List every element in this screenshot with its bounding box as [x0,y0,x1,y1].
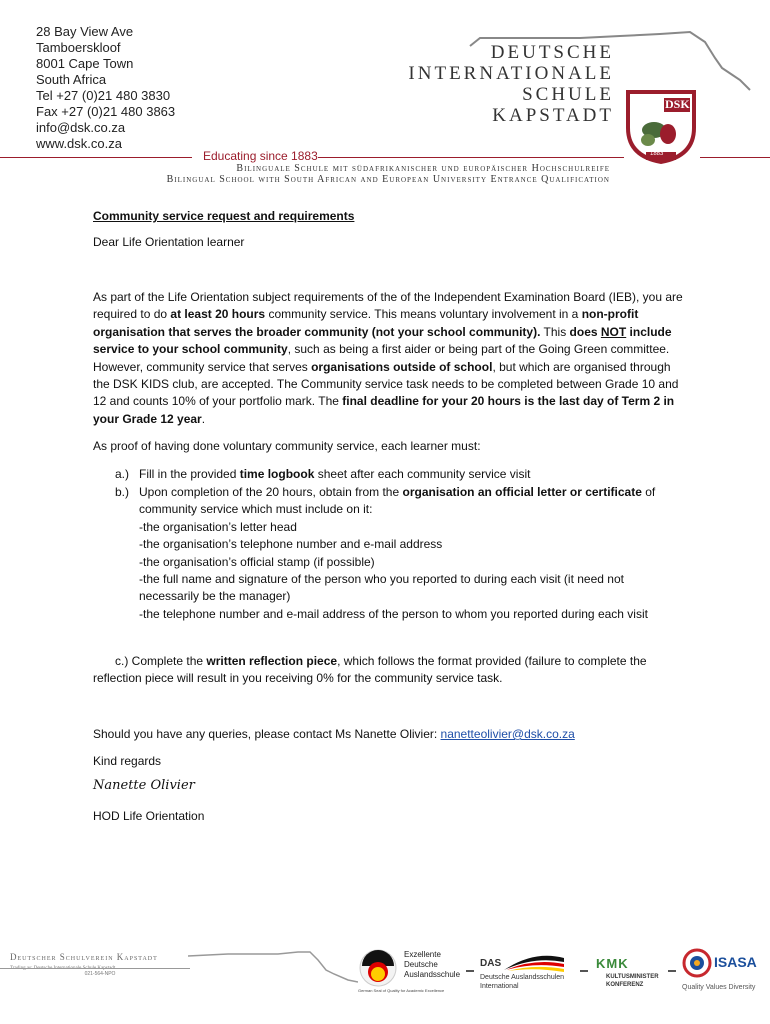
isasa-abbr: ISASA [714,954,757,970]
requirement-contact: -the organisation’s telephone number and e-mail address [139,537,443,552]
kmk-abbr: KMK [596,956,629,971]
list-item-b-marker: b.) [115,485,130,499]
para1-text-1: As part of the Life Orientation subject requirements of the of the Independent Examination Board (IEB), you are required to do [93,290,683,322]
address-country: South Africa [36,72,107,87]
para1-text-2: community service. This means voluntary involvement in a [265,307,582,322]
address-city: 8001 Cape Town [36,56,134,71]
excellence-subtitle: German Seal of Quality for Academic Excellence [358,988,445,993]
address-email: info@dsk.co.za [36,120,126,135]
excellence-line2: Deutsche [404,960,438,969]
item-a-text-1: Fill in the provided [139,467,240,481]
das-abbr: DAS [480,958,502,969]
school-name-line2: INTERNATIONALE [408,63,614,84]
item-c-text-1: c.) Complete the [115,654,207,668]
excellence-line3: Auslandsschule [404,970,461,979]
header-rule-right [700,157,770,158]
school-name [400,42,614,126]
item-b-text-1: Upon completion of the 20 hours, obtain from the [139,485,403,499]
address-fax: Fax +27 (0)21 480 3863 [36,104,176,119]
address-suburb: Tamboerskloof [36,40,121,55]
para1-bold-outside: organisations outside of school [311,359,493,374]
kmk-line1: KULTUSMINISTER [606,974,659,980]
footer-dash-2 [580,970,588,972]
educating-since: Educating since 1883 [203,149,318,163]
isasa-logo [682,948,768,996]
crest-year: 1883 [650,151,664,157]
footer-mountain-outline [188,948,358,984]
para1-text-6: . [201,411,206,426]
school-name-line4: KAPSTADT [492,105,614,126]
salutation: Dear Life Orientation learner [93,235,245,249]
isasa-star-icon [682,948,712,978]
footer-dash-3 [668,970,676,972]
school-name-line3: SCHULE [522,84,614,105]
contact-email-link[interactable]: nanetteolivier@dsk.co.za [440,727,575,741]
excellence-line1: Exzellente [404,950,441,959]
signer-title: HOD Life Orientation [93,809,205,823]
crest-text: DSK [665,97,690,111]
excellence-seal-icon [358,948,398,988]
verein-npo: 021-564-NPO [84,971,116,977]
das-line2: International [480,983,519,990]
para1-bold-include: include service to your school community [93,324,672,357]
paragraph-requirements [93,289,683,428]
requirement-letterhead: -the organisation’s letter head [139,519,297,534]
list-item-a-marker: a.) [115,467,130,481]
requirement-signature: -the full name and signature of the person who you reported to during each visit (it need not necessarily be the manager) [139,572,624,604]
signature: Nanette Olivier [93,778,195,793]
item-b-bold: organisation an official letter or certificate [402,485,642,499]
list-item-c [93,653,683,688]
das-line1: Deutsche Auslandsschulen [480,974,565,981]
para1-bold-does: does [569,324,601,339]
footer-rule-left [0,968,190,969]
address-tel: Tel +27 (0)21 480 3830 [36,88,171,103]
queries-text: Should you have any queries, please contact Ms Nanette Olivier: [93,727,441,741]
school-name-line1: DEUTSCHE [490,42,614,63]
para1-text-5: , but which are organised through the DSK KIDS club, are accepted. The Community service task needs to be completed between Grade 10 and 12 and counts 10% of your portfolio mark. The [93,359,679,409]
requirement-reporter-contact: -the telephone number and e-mail address of the person to whom you reported during each visit [139,606,648,621]
list-item-b [139,484,679,623]
excellence-seal-logo [358,948,478,998]
proof-intro: As proof of having done voluntary community service, each learner must: [93,439,481,453]
school-address [36,24,175,152]
footer-dash-1 [466,970,474,972]
kmk-logo [592,956,672,992]
requirement-stamp: -the organisation’s official stamp (if possible) [139,554,375,569]
closing: Kind regards [93,754,162,768]
address-website: www.dsk.co.za [36,136,122,151]
para1-bold-nonprofit: non-profit organisation that serves the broader community (not your school community). [93,307,639,339]
letter-title [93,208,683,225]
das-logo [480,954,590,994]
das-swoosh-icon [504,954,564,972]
verein-name: Deutscher Schulverein Kapstadt [10,952,158,962]
isasa-subtitle: Quality Values Diversity [682,984,756,991]
para1-bold-hours: at least 20 hours [170,307,266,322]
item-a-bold: time logbook [239,467,315,481]
para1-text-4: , such as being a first aider or being part of the Going Green committee. However, community service that serves [93,342,670,374]
header-rule-middle [318,157,624,158]
item-a-text-2: sheet after each community service visit [314,467,531,481]
para1-text-3: This [540,324,570,339]
header-rule-left [0,157,192,158]
letter-title-text: Community service request and requirements [93,209,355,223]
address-street: 28 Bay View Ave [36,24,134,39]
list-item-a [139,466,687,483]
item-c-bold: written reflection piece [206,654,338,668]
para1-bold-not: NOT [600,324,627,339]
queries-line [93,726,683,743]
para1-bold-deadline: final deadline for your 20 hours is the last day of Term 2 in your Grade 12 year [93,394,675,426]
item-c-text-2: , which follows the format provided (failure to complete the reflection piece will result in you receiving 0% for the community service task. [93,654,647,686]
tagline-german: Bilinguale Schule mit südafrikanischer und europäischer Hochschulreife [236,163,610,174]
footer-verein [10,952,190,977]
school-crest [624,88,698,166]
item-b-text-2: of community service which must include on it: [139,485,656,517]
tagline-english: Bilingual School with South African and European University Entrance Qualification [166,174,610,185]
kmk-line2: KONFERENZ [606,982,644,988]
